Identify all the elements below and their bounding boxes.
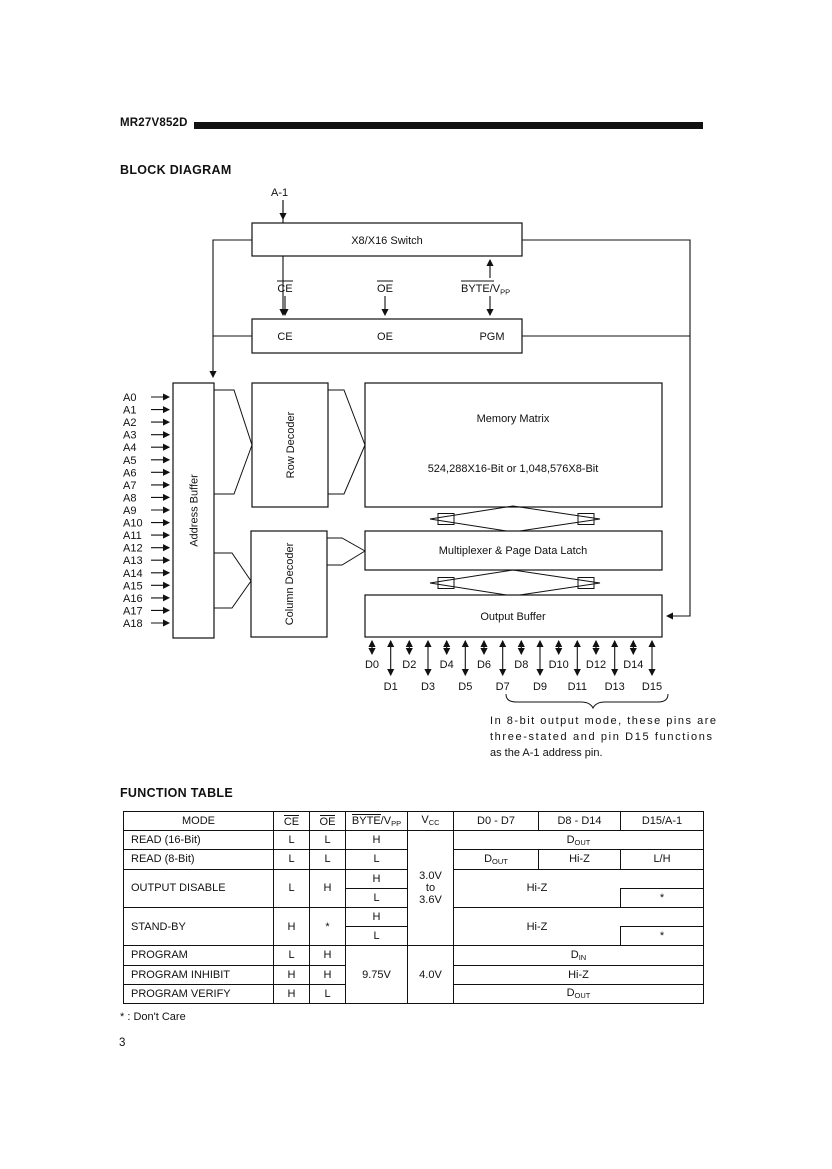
d15-blank-cell — [621, 869, 704, 888]
pin-label: D5 — [458, 681, 473, 693]
ce-cell: H — [274, 965, 310, 984]
pin-label: A14 — [123, 567, 143, 580]
pin-label: D1 — [383, 681, 398, 693]
col-d8-d14: D8 - D14 — [539, 812, 621, 831]
note-line-3: as the A-1 address pin. — [490, 747, 603, 759]
pin-label: D14 — [623, 659, 644, 671]
mode-cell: PROGRAM — [124, 946, 274, 965]
oe-cell: * — [310, 907, 346, 945]
data-cell: $D_{OUT}$ — [454, 831, 704, 850]
byte-cell: L — [346, 850, 408, 869]
block-diagram-heading: BLOCK DIAGRAM — [120, 163, 232, 177]
mode-cell: STAND-BY — [124, 907, 274, 945]
byte-cell: H — [346, 831, 408, 850]
d0d7-cell: $D_{OUT}$ — [454, 850, 539, 869]
oe-cell: H — [310, 965, 346, 984]
mode-cell: PROGRAM VERIFY — [131, 987, 231, 1000]
d15-star-cell: * — [621, 888, 704, 907]
oe-cell: L — [310, 984, 346, 1003]
table-header-row — [124, 812, 704, 831]
byte-l-cell: L — [346, 888, 408, 907]
col-vcc: $V_{CC}$ — [408, 812, 454, 831]
multiplexer-label: Multiplexer & Page Data Latch — [438, 545, 588, 557]
page-number: 3 — [119, 1037, 126, 1049]
pin-label: D6 — [476, 659, 492, 671]
mode-cell: READ (8-Bit) — [124, 850, 274, 869]
pin-label: D2 — [402, 659, 417, 671]
function-table — [123, 811, 704, 1004]
mode-cell: OUTPUT DISABLE — [124, 869, 274, 907]
address-buffer-label: Address Buffer — [188, 474, 201, 547]
pin-label: D11 — [567, 681, 587, 693]
memory-matrix-label: Memory Matrix — [476, 413, 550, 425]
oe-cell: L — [310, 850, 346, 869]
pin-label: A12 — [123, 542, 143, 555]
data-cell: $D_{IN}$ — [454, 946, 704, 965]
byte-l-cell: L — [346, 927, 408, 946]
note-line-2: three-stated and pin D15 functions — [490, 731, 712, 743]
pin-label: D4 — [439, 659, 454, 671]
oe-cell: H — [310, 869, 346, 907]
oe-cell: L — [310, 831, 346, 850]
pin-label: D10 — [548, 659, 569, 671]
col-byte-vpp: BYTE/$V_{PP}$ — [346, 812, 408, 831]
row-read-16bit — [124, 831, 704, 850]
function-table-heading: FUNCTION TABLE — [120, 786, 233, 800]
note-line-1: In 8-bit output mode, these pins are — [490, 715, 716, 727]
bus-diamond-lower — [430, 570, 600, 596]
ce-signal-label: CE — [277, 283, 293, 295]
ce-cell: L — [274, 831, 310, 850]
ctl-ce-label: CE — [277, 331, 293, 343]
col-oe: OE — [310, 812, 346, 831]
byte-h-cell: H — [346, 869, 408, 888]
pin-label: A13 — [123, 555, 143, 568]
pin-label: D15 — [641, 681, 663, 693]
x8x16-switch-label: X8/X16 Switch — [351, 235, 423, 247]
table-footnote: * : Don't Care — [120, 1011, 186, 1023]
data-cell: $D_{OUT}$ — [566, 987, 591, 1001]
pin-label: A0 — [123, 392, 137, 404]
pin-label: A1 — [123, 404, 137, 417]
bus-diamond-upper — [430, 506, 600, 532]
data-pin-labels — [365, 659, 662, 693]
data-cell: Hi-Z — [454, 965, 704, 984]
d15-star-cell: * — [621, 927, 704, 946]
pin-label: A7 — [123, 479, 137, 492]
pin-label: A3 — [123, 429, 137, 442]
data-cell: Hi-Z — [454, 907, 621, 945]
ce-cell: L — [274, 869, 310, 907]
ctl-oe-label: OE — [377, 331, 393, 343]
oe-signal-label: OE — [377, 283, 393, 295]
byte-pgm-cell: 9.75V — [346, 946, 408, 1004]
d8d14-cell: Hi-Z — [539, 850, 621, 869]
d15-blank-cell — [621, 907, 704, 926]
pin-label: A6 — [123, 467, 137, 480]
d15-cell: L/H — [621, 850, 704, 869]
pin-label: A10 — [123, 517, 143, 530]
vcc-pgm-cell: 4.0V — [408, 946, 454, 1004]
document-id: MR27V852D — [120, 117, 188, 129]
pin-label: A18 — [123, 618, 143, 630]
ctl-pgm-label: PGM — [479, 331, 505, 343]
pin-label: D8 — [514, 659, 529, 671]
pin-label: A16 — [123, 592, 143, 605]
mode-cell: READ (16-Bit) — [124, 831, 274, 850]
col-mode: MODE — [124, 812, 274, 831]
byte-mode-note — [490, 715, 716, 759]
address-pin-labels — [123, 392, 143, 630]
memory-matrix-box — [365, 383, 662, 507]
ce-cell: H — [274, 984, 310, 1003]
ce-cell: L — [274, 946, 310, 965]
pin-label: D7 — [495, 681, 510, 693]
byte-h-cell: H — [346, 907, 408, 926]
ce-cell: H — [274, 907, 310, 945]
vcc-read-cell: 3.0V to 3.6V — [408, 831, 454, 946]
pin-label: D0 — [364, 659, 380, 671]
pin-label: D12 — [585, 659, 607, 671]
row-decoder-label: Row Decoder — [285, 411, 297, 479]
pin-label: D13 — [604, 681, 625, 693]
memory-matrix-size-label: 524,288X16-Bit or 1,048,576X8-Bit — [427, 463, 599, 475]
a1-label: A-1 — [271, 187, 289, 199]
col-d15-a1: D15/A-1 — [621, 812, 704, 831]
pin-label: A17 — [123, 605, 143, 618]
pin-label: A2 — [123, 417, 137, 430]
pin-label: A5 — [123, 454, 137, 467]
pin-label: A11 — [123, 530, 142, 543]
brace — [506, 694, 668, 708]
oe-cell: H — [310, 946, 346, 965]
address-pin-arrows — [151, 397, 169, 623]
column-decoder-label: Column Decoder — [284, 542, 296, 626]
output-buffer-label: Output Buffer — [480, 611, 546, 623]
byte-vpp-signal-label: BYTE/$V_{PP}$ — [461, 283, 511, 297]
pin-label: D3 — [420, 681, 436, 693]
mode-cell: PROGRAM INHIBIT — [124, 965, 274, 984]
ce-cell: L — [274, 850, 310, 869]
col-d0-d7: D0 - D7 — [454, 812, 539, 831]
col-ce: CE — [274, 812, 310, 831]
data-cell: Hi-Z — [454, 869, 621, 907]
control-signal-labels — [277, 260, 510, 315]
pin-label: D9 — [532, 681, 548, 693]
pin-label: A15 — [123, 580, 143, 593]
pin-label: A9 — [123, 505, 137, 517]
pin-label: A8 — [123, 492, 137, 505]
row-program — [124, 946, 704, 965]
pin-label: A4 — [123, 442, 137, 455]
